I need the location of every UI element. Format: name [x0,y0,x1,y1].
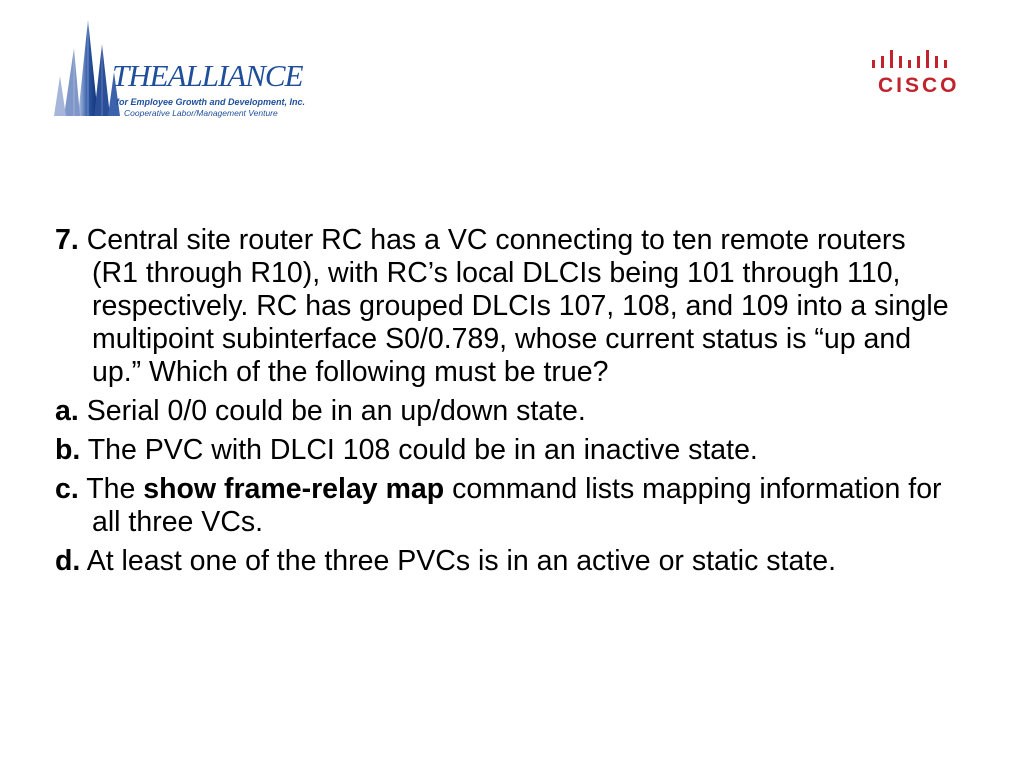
question-block [55,224,955,584]
option-b [55,434,955,467]
cisco-logo [868,46,960,98]
option-d [55,545,955,578]
cisco-bars-icon [868,46,960,70]
option-c-suffix: command lists mapping information for all three VCs. [92,473,942,538]
option-d-label: d. [55,545,81,577]
option-c-command: show frame-relay map [143,473,445,505]
option-d-text: At least one of the three PVCs is in an active or static state. [86,545,836,577]
question-item [55,224,955,389]
alliance-wordmark: THEALLIANCE [112,58,303,93]
alliance-subtagline: Cooperative Labor/Management Venture [124,108,278,118]
question-number: 7. [55,224,79,256]
option-b-label: b. [55,434,81,466]
option-a-label: a. [55,395,79,427]
option-c-label: c. [55,473,79,505]
option-a [55,395,955,428]
option-a-text: Serial 0/0 could be in an up/down state. [86,395,586,427]
option-c [55,473,955,539]
question-text: Central site router RC has a VC connecting to ten remote routers (R1 through R10), with RC’s local DLCIs being 101 through 110, respectively. RC has grouped DLCIs 107, 108, and 109 into a single multipoint subinterface S0/0.789, whose current status is “up and up.” Which of the following must be true? [86,224,949,388]
alliance-tagline: for Employee Growth and Development, Inc. [116,97,306,107]
option-b-text: The PVC with DLCI 108 could be in an inactive state. [87,434,758,466]
cisco-wordmark: CISCO [878,74,960,97]
option-c-prefix: The [86,473,144,505]
the-alliance-logo [50,18,310,126]
